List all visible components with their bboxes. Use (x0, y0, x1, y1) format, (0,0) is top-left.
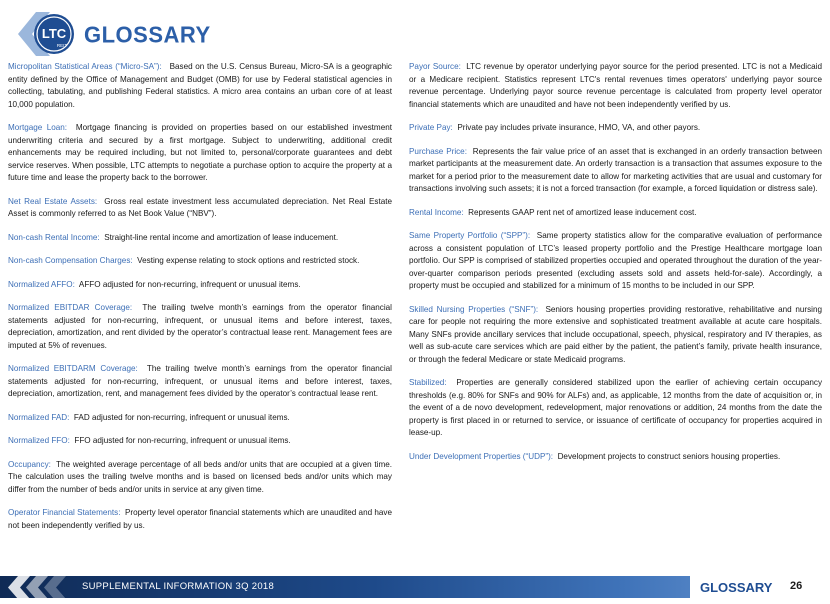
page-number: 26 (790, 580, 803, 592)
glossary-term: Private Pay: (409, 123, 453, 132)
glossary-definition: FFO adjusted for non-recurring, infrequent or unusual items. (74, 436, 291, 445)
glossary-definition: Gross real estate investment less accumulated depreciation. Net Real Estate Asset is commonly referred to as Net Book Value (“NBV”). (8, 196, 393, 218)
footer-section-title: GLOSSARY (700, 580, 773, 595)
glossary-entry (8, 507, 392, 532)
glossary-entry (8, 279, 392, 292)
glossary-entry (8, 412, 392, 425)
glossary-entry (409, 451, 822, 464)
glossary-definition: Property level operator financial statements which are unaudited and have not been independently verified by us. (8, 508, 392, 530)
glossary-term: Non-cash Rental Income: (8, 232, 100, 242)
logo-subtext: REIT (56, 43, 68, 48)
glossary-term: Rental Income: (409, 207, 464, 217)
glossary-entry (409, 146, 822, 196)
glossary-left-column (8, 61, 392, 543)
glossary-term: Normalized AFFO: (8, 279, 75, 289)
glossary-term: Stabilized: (409, 378, 447, 387)
glossary-entry (8, 196, 392, 221)
glossary-term: Operator Financial Statements: (8, 508, 121, 517)
glossary-entry (409, 61, 822, 111)
glossary-term: Mortgage Loan: (8, 123, 68, 132)
glossary-definition: LTC revenue by operator underlying payor source for the period presented. LTC is not a Medicaid or a Medicare recipient. Statistics represent LTC's rental revenues times operators' underlying payor source revenue percentage. Underlying payor source revenue percentage is calculated from property level operator financial statements which are unaudited and have not been independently verified by us. (409, 62, 823, 109)
glossary-right-column (409, 61, 822, 474)
glossary-entry (409, 230, 822, 293)
footer-supplemental-label: SUPPLEMENTAL INFORMATION 3Q 2018 (82, 581, 275, 592)
glossary-entry (8, 435, 392, 448)
glossary-entry (409, 377, 822, 440)
glossary-term: Occupancy: (8, 459, 51, 469)
glossary-entry (8, 61, 392, 111)
glossary-definition: Represents the fair value price of an asset that is exchanged in an orderly transaction between market participants at the measurement date. An orderly transaction is a transaction that assumes exposure to the market for a period prior to the measurement date to allow for marketing activities that are usual and customary for transactions involving such assets; it is not a forced transaction (for example, a forced liquidation or distress sale). (409, 146, 822, 193)
glossary-entry (409, 304, 822, 367)
glossary-definition: The trailing twelve month’s earnings from the operator financial statements adjusted for non-recurring, infrequent, or unusual items and before interest, taxes, depreciation, amortization, rent, and management fees divided by the operator’s contractual lease rent. (8, 364, 392, 398)
logo-text: LTC (41, 26, 67, 41)
chevron-decoration-icon (0, 573, 80, 604)
ltc-logo (16, 10, 76, 58)
glossary-definition: FAD adjusted for non-recurring, infrequent or unusual items. (73, 412, 290, 422)
glossary-definition: AFFO adjusted for non-recurring, infrequent or unusual items. (78, 279, 301, 289)
glossary-entry (8, 232, 392, 245)
glossary-definition: Mortgage financing is provided on properties based on our established investment underwriting criteria and secured by a first mortgage. Subject to underwriting, additional credit enhancements may be required including, but not limited to, personal/corporate guarantees and debt service reserves. When possible, LTC attempts to negotiate a purchase option to acquire the property at a future time and lease the property back to the borrower. (8, 123, 392, 182)
glossary-entry (8, 302, 392, 352)
glossary-term: Normalized FFO: (8, 436, 70, 445)
glossary-definition: Properties are generally considered stabilized upon the earlier of achieving certain occupancy thresholds (e.g. 80% for SNFs and 90% for ALFs) and, as applicable, 12 months from the date of acquisition or, in the event of a de novo development, redevelopment, major renovations or addition, 24 months from the date the property is first placed in or returned to service, or issuance of certificate of occupancy for properties acquired in lease-up. (409, 378, 823, 437)
glossary-term: Purchase Price: (409, 146, 467, 156)
page-footer (0, 573, 830, 604)
glossary-entry (409, 122, 822, 135)
glossary-definition: The trailing twelve month’s earnings from the operator financial statements adjusted for non-recurring, infrequent, or unusual items and before interest, taxes, depreciation, amortization, and rent divided by the operator’s contractual lease rent. Management fees are imputed at 5% of revenues. (8, 303, 392, 350)
glossary-definition: Development projects to construct seniors housing properties. (557, 451, 781, 461)
glossary-term: Same Property Portfolio (“SPP”): (409, 231, 531, 240)
glossary-term: Non-cash Compensation Charges: (8, 256, 133, 265)
glossary-definition: Seniors housing properties providing restorative, rehabilitative and nursing care for people not requiring the more extensive and sophisticated treatment available at acute care hospitals. Many SNFs provide ancillary services that include occupational, speech, physical, respiratory and IV therapies, as well as sub-acute care services which are paid either by the patient, the patient’s family, private health insurance, or through the federal Medicare or state Medicaid programs. (409, 304, 822, 364)
glossary-entry (8, 255, 392, 268)
glossary-definition: Private pay includes private insurance, HMO, VA, and other payors. (457, 123, 701, 132)
glossary-term: Payor Source: (409, 62, 461, 71)
glossary-definition: The weighted average percentage of all beds and/or units that are occupied at a given time. The calculation uses the trailing twelve months and is based on licensed beds and/or units which may differ from the number of beds and/or units in service at any given time. (8, 459, 392, 494)
glossary-entry (8, 459, 392, 497)
glossary-term: Normalized FAD: (8, 412, 70, 422)
glossary-term: Net Real Estate Assets: (8, 196, 98, 206)
glossary-definition: Straight-line rental income and amortization of lease inducement. (104, 232, 339, 242)
glossary-term: Micropolitan Statistical Areas (“Micro-SA”): (8, 62, 162, 71)
glossary-entry (409, 207, 822, 220)
glossary-term: Normalized EBITDARM Coverage: (8, 364, 138, 373)
glossary-definition: Based on the U.S. Census Bureau, Micro-SA is a geographic entity defined by the Office of Management and Budget (OMB) for use by Federal statistical agencies in collecting, tabulating, and publishing Federal statistics. A micro area contains an urban core of at least 10,000 population. (8, 62, 392, 109)
glossary-term: Under Development Properties (“UDP”): (409, 451, 554, 461)
glossary-definition: Represents GAAP rent net of amortized lease inducement cost. (468, 207, 697, 217)
glossary-term: Skilled Nursing Properties (“SNF”): (409, 304, 539, 314)
page-title: GLOSSARY (84, 21, 211, 48)
glossary-definition: Same property statistics allow for the comparative evaluation of performance across a consistent population of LTC’s leased property portfolio and the Prestige Healthcare mortgage loan portfolio. Our SPP is comprised of stabilized properties occupied and operated throughout the duration of the year-over-quarter comparison periods presented (excluding assets sold and assets held-for-sale). Accordingly, a property must be occupied and stabilized for a minimum of 15 months to be included in our SPP. (409, 231, 822, 290)
glossary-entry (8, 122, 392, 185)
glossary-term: Normalized EBITDAR Coverage: (8, 303, 133, 312)
glossary-definition: Vesting expense relating to stock options and restricted stock. (137, 256, 360, 265)
glossary-entry (8, 363, 392, 401)
